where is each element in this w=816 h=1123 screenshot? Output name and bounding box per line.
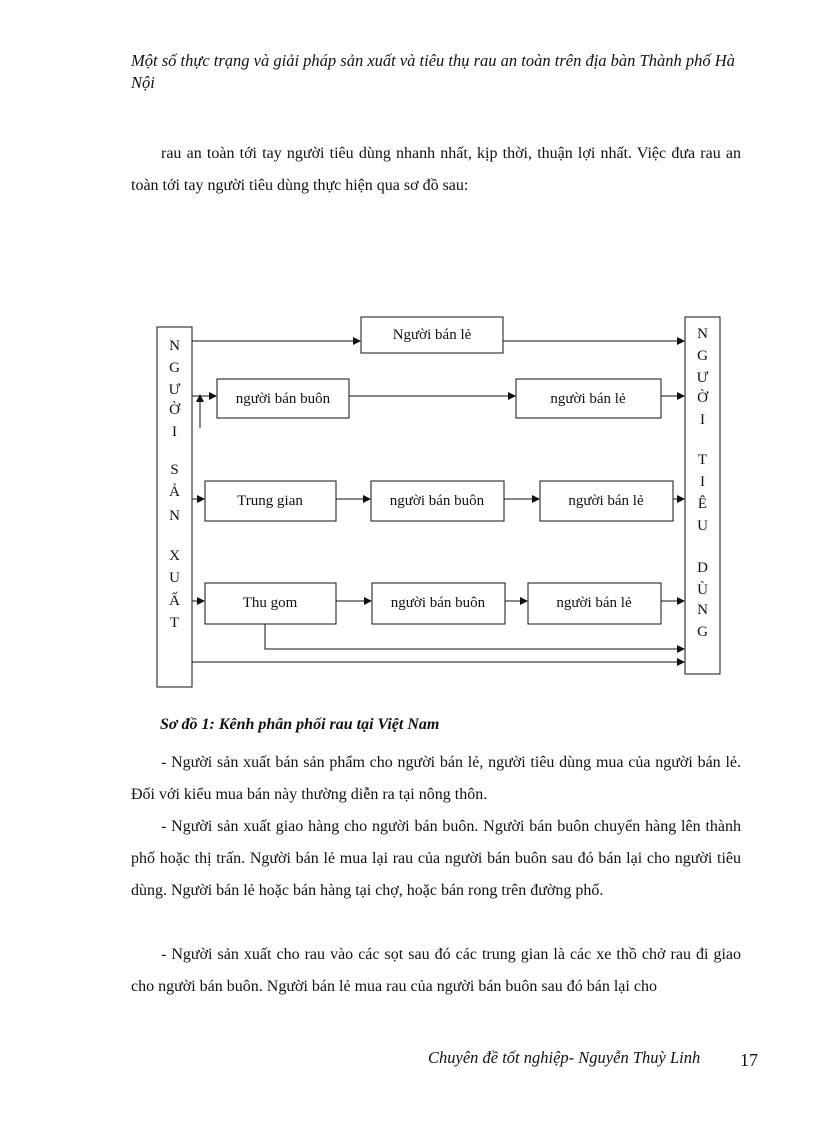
consumer-letter: Ê: [697, 496, 708, 512]
paragraph-3: - Người sản xuất cho rau vào các sọt sau đó các trung gian là các xe thồ chở rau đi giao cho người bán buôn. Người bán lẻ mua rau của người bán buôn sau đó bán lại cho: [131, 946, 741, 995]
consumer-letter: N: [697, 326, 708, 342]
producer-letter: U: [169, 570, 180, 586]
consumer-letter: N: [697, 602, 708, 618]
producer-label: [169, 338, 181, 631]
consumer-letter: G: [697, 348, 708, 364]
running-header: Một số thực trạng và giải pháp sản xuất và tiêu thụ rau an toàn trên địa bàn Thành phố Hà Nội: [131, 51, 735, 92]
consumer-letter: T: [697, 452, 708, 468]
page-number: 17: [740, 1050, 758, 1070]
row4-wholesaler-label: người bán buôn: [390, 595, 486, 611]
consumer-letter: I: [700, 474, 705, 490]
producer-letter: Ư: [168, 382, 181, 398]
consumer-letter: Ù: [697, 582, 708, 598]
consumer-letter: G: [697, 624, 708, 640]
paragraph-2: - Người sản xuất giao hàng cho người bán buôn. Người bán buôn chuyển hàng lên thành phố hoặc thị trấn. Người bán lẻ mua lại rau của người bán buôn sau đó bán lại cho người tiêu dùng. Người bán lẻ hoặc bán hàng tại chợ, hoặc bán rong trên đường phố.: [131, 818, 741, 899]
intro-paragraph: rau an toàn tới tay người tiêu dùng nhanh nhất, kịp thời, thuận lợi nhất. Việc đưa rau an toàn tới tay người tiêu dùng thực hiện qua sơ đồ sau:: [131, 145, 741, 194]
producer-letter: Ấ: [169, 593, 180, 609]
diagram-caption: Sơ đồ 1: Kênh phân phối rau tại Việt Nam: [160, 716, 440, 733]
collector-direct-arrow: [265, 624, 684, 649]
row3-middleman-label: Trung gian: [237, 493, 303, 509]
producer-letter: X: [169, 548, 180, 564]
consumer-label: [697, 326, 709, 640]
paragraph-1: - Người sản xuất bán sản phẩm cho người bán lẻ, người tiêu dùng mua của người bán lẻ. Đối với kiểu mua bán này thường diễn ra tại nông thôn.: [131, 754, 741, 803]
producer-letter: N: [169, 508, 180, 524]
producer-letter: I: [172, 424, 177, 440]
producer-box: [157, 327, 192, 687]
producer-letter: S: [170, 462, 179, 478]
producer-letter: Ả: [169, 484, 180, 500]
consumer-letter: D: [697, 560, 708, 576]
consumer-letter: U: [697, 518, 708, 534]
consumer-letter: I: [700, 412, 705, 428]
row2-retailer-label: người bán lẻ: [550, 391, 626, 407]
row1-retailer-label: Người bán lẻ: [392, 327, 472, 343]
row3-retailer-label: người bán lẻ: [568, 493, 644, 509]
producer-letter: Ờ: [169, 402, 180, 418]
consumer-letter: Ờ: [697, 390, 708, 406]
producer-letter: N: [169, 338, 180, 354]
producer-letter: T: [169, 615, 180, 631]
footer-text: Chuyên đề tốt nghiệp- Nguyễn Thuỳ Linh: [428, 1048, 701, 1067]
producer-letter: G: [169, 360, 180, 376]
consumer-letter: Ư: [696, 370, 709, 386]
row2-wholesaler-label: người bán buôn: [235, 391, 331, 407]
row4-collector-label: Thu gom: [242, 595, 298, 611]
row4-retailer-label: người bán lẻ: [556, 595, 632, 611]
row3-wholesaler-label: người bán buôn: [389, 493, 485, 509]
